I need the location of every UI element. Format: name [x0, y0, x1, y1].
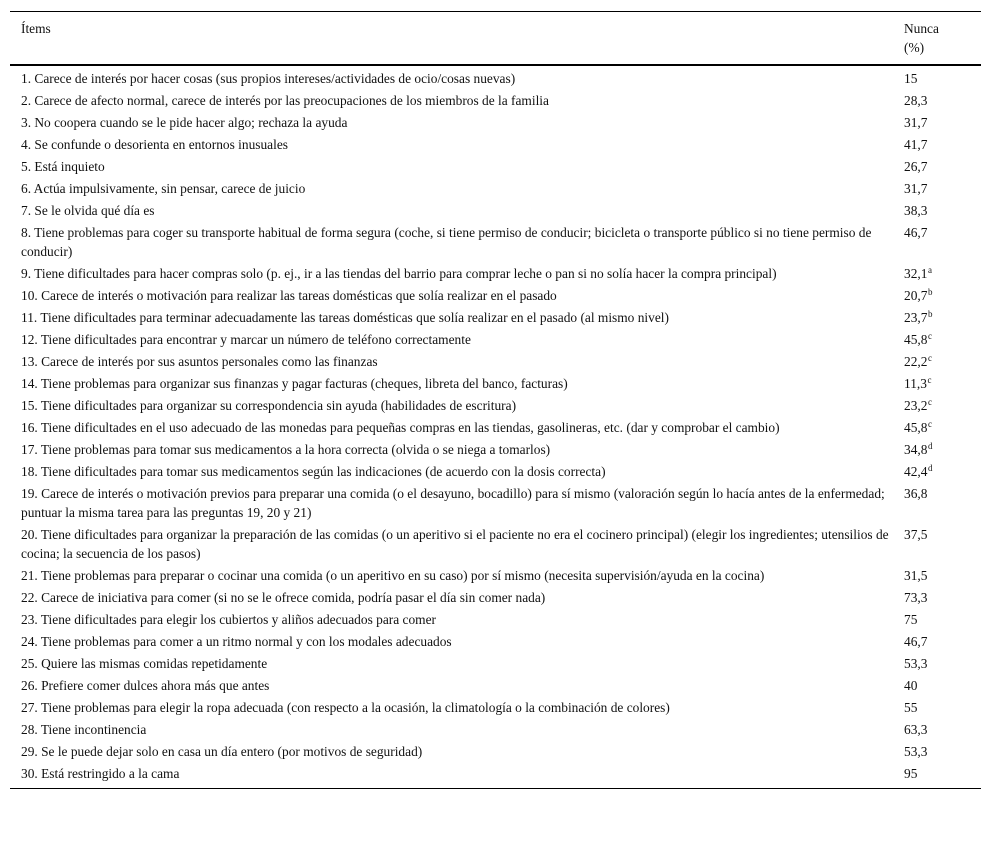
row-footnote-mark: c: [927, 396, 932, 407]
row-item-text: 17. Tiene problemas para tomar sus medicamentos a la hora correcta (olvida o se niega a tomarlos): [21, 442, 551, 457]
table-row: [10, 587, 981, 609]
row-value-cell: [902, 461, 981, 483]
row-footnote-mark: c: [927, 418, 932, 429]
row-value: 46,7: [904, 225, 928, 240]
row-value-cell: [902, 587, 981, 609]
data-table: [10, 11, 981, 789]
row-value-cell: [902, 675, 981, 697]
row-value-cell: [902, 222, 981, 263]
table-row: [10, 90, 981, 112]
table-row: [10, 373, 981, 395]
row-item-text: 29. Se le puede dejar solo en casa un día entero (por motivos de seguridad): [21, 744, 423, 759]
header-value-line1: Nunca: [904, 21, 939, 36]
row-item-text: 28. Tiene incontinencia: [21, 722, 147, 737]
table-row: [10, 719, 981, 741]
header-value-line2: (%): [904, 40, 925, 55]
row-value: 31,5: [904, 568, 928, 583]
row-value: 23,7: [904, 310, 928, 325]
row-value-cell: [902, 483, 981, 524]
row-value: 37,5: [904, 527, 928, 542]
row-value-cell: [902, 134, 981, 156]
row-value: 42,4: [904, 464, 928, 479]
row-value-cell: [902, 112, 981, 134]
table-row: [10, 285, 981, 307]
row-footnote-mark: c: [927, 352, 932, 363]
row-value-cell: [902, 565, 981, 587]
row-item-text: 3. No coopera cuando se le pide hacer algo; rechaza la ayuda: [21, 115, 348, 130]
row-item-text: 7. Se le olvida qué día es: [21, 203, 155, 218]
row-value-cell: [902, 653, 981, 675]
row-value-cell: [902, 417, 981, 439]
row-value-cell: [902, 156, 981, 178]
table-row: [10, 395, 981, 417]
table-row: [10, 134, 981, 156]
table-row: [10, 609, 981, 631]
row-value: 15: [904, 71, 918, 86]
row-item-text: 27. Tiene problemas para elegir la ropa adecuada (con respecto a la ocasión, la climatología o la combinación de colores): [21, 700, 670, 715]
row-value-cell: [902, 741, 981, 763]
row-footnote-mark: c: [927, 330, 932, 341]
row-value-cell: [902, 524, 981, 565]
row-value: 53,3: [904, 656, 928, 671]
row-item-text: 26. Prefiere comer dulces ahora más que antes: [21, 678, 270, 693]
row-value-cell: [902, 373, 981, 395]
table-row: [10, 697, 981, 719]
row-value-cell: [902, 439, 981, 461]
row-footnote-mark: b: [927, 286, 933, 297]
table-row: [10, 65, 981, 90]
header-value: [902, 12, 981, 66]
row-value: 11,3: [904, 376, 927, 391]
table-header: [10, 12, 981, 66]
table-row: [10, 222, 981, 263]
row-value: 45,8: [904, 420, 928, 435]
row-footnote-mark: b: [927, 308, 933, 319]
row-value: 20,7: [904, 288, 928, 303]
row-value-cell: [902, 285, 981, 307]
row-value: 26,7: [904, 159, 928, 174]
header-row: [10, 12, 981, 66]
row-item-text: 8. Tiene problemas para coger su transporte habitual de forma segura (coche, si tiene permiso de conducir; bicicleta o transporte público si no tiene permiso de conducir): [21, 225, 872, 259]
row-item-text: 22. Carece de iniciativa para comer (si no se le ofrece comida, podría pasar el día sin comer nada): [21, 590, 546, 605]
row-item-text: 20. Tiene dificultades para organizar la preparación de las comidas (o un aperitivo si el paciente no era el cocinero principal) (elegir los ingredientes; utensilios de cocina; la secuencia de los pasos): [21, 527, 889, 561]
row-item-text: 18. Tiene dificultades para tomar sus medicamentos según las indicaciones (de acuerdo con la dosis correcta): [21, 464, 606, 479]
row-value: 55: [904, 700, 918, 715]
row-item-text: 14. Tiene problemas para organizar sus finanzas y pagar facturas (cheques, libreta del banco, facturas): [21, 376, 568, 391]
row-value: 46,7: [904, 634, 928, 649]
row-value-cell: [902, 719, 981, 741]
row-value: 34,8: [904, 442, 928, 457]
row-item-text: 23. Tiene dificultades para elegir los cubiertos y aliños adecuados para comer: [21, 612, 436, 627]
row-value: 63,3: [904, 722, 928, 737]
row-value-cell: [902, 631, 981, 653]
row-item-text: 30. Está restringido a la cama: [10, 763, 902, 789]
table-row: [10, 329, 981, 351]
row-value: 45,8: [904, 332, 928, 347]
table-row: [10, 675, 981, 697]
table-row: [10, 741, 981, 763]
table-row: [10, 307, 981, 329]
row-value: 31,7: [904, 115, 928, 130]
header-items: Ítems: [10, 12, 902, 66]
table-row: [10, 524, 981, 565]
row-item-text: 25. Quiere las mismas comidas repetidamente: [21, 656, 268, 671]
row-item-text: 9. Tiene dificultades para hacer compras solo (p. ej., ir a las tiendas del barrio para comprar leche o pan si no solía hacer la compra principal): [21, 266, 777, 281]
table-row: [10, 112, 981, 134]
row-item-text: 2. Carece de afecto normal, carece de interés por las preocupaciones de los miembros de la familia: [21, 93, 549, 108]
row-value: 31,7: [904, 181, 928, 196]
row-value: 32,1: [904, 266, 928, 281]
row-value: 73,3: [904, 590, 928, 605]
row-item-text: 12. Tiene dificultades para encontrar y marcar un número de teléfono correctamente: [21, 332, 471, 347]
row-value-cell: [902, 178, 981, 200]
row-item-text: 15. Tiene dificultades para organizar su correspondencia sin ayuda (habilidades de escritura): [21, 398, 517, 413]
row-value: 95: [904, 766, 918, 781]
row-value-cell: [902, 90, 981, 112]
row-value: 36,8: [904, 486, 928, 501]
table-row: [10, 156, 981, 178]
row-item-text: 13. Carece de interés por sus asuntos personales como las finanzas: [21, 354, 378, 369]
row-item-text: 1. Carece de interés por hacer cosas (sus propios intereses/actividades de ocio/cosas nuevas): [21, 71, 516, 86]
table-row: [10, 763, 981, 789]
row-item-text: 6. Actúa impulsivamente, sin pensar, carece de juicio: [21, 181, 306, 196]
table-row: [10, 631, 981, 653]
row-item-text: 16. Tiene dificultades en el uso adecuado de las monedas para pequeñas compras en las tiendas, gasolineras, etc. (dar y comprobar el cambio): [21, 420, 780, 435]
table-row: [10, 417, 981, 439]
row-value-cell: [902, 200, 981, 222]
row-value: 41,7: [904, 137, 928, 152]
row-value-cell: [902, 395, 981, 417]
row-value: 75: [904, 612, 918, 627]
row-value: 38,3: [904, 203, 928, 218]
row-value-cell: [902, 329, 981, 351]
row-value: 40: [904, 678, 918, 693]
row-value-cell: [902, 351, 981, 373]
row-footnote-mark: a: [927, 264, 932, 275]
table-row: [10, 483, 981, 524]
table-row: [10, 565, 981, 587]
table-row: [10, 439, 981, 461]
row-value-cell: [902, 263, 981, 285]
row-value-cell: [902, 307, 981, 329]
table-row: [10, 653, 981, 675]
row-footnote-mark: d: [927, 462, 933, 473]
row-item-text: 21. Tiene problemas para preparar o cocinar una comida (o un aperitivo en su caso) por sí mismo (necesita supervisión/ayuda en la cocina): [21, 568, 765, 583]
row-value-cell: [902, 697, 981, 719]
row-item-text: 5. Está inquieto: [21, 159, 105, 174]
row-item-text: 4. Se confunde o desorienta en entornos inusuales: [21, 137, 289, 152]
table-body: [10, 65, 981, 789]
row-value: 22,2: [904, 354, 928, 369]
row-value: 23,2: [904, 398, 928, 413]
row-footnote-mark: c: [927, 374, 932, 385]
row-value-cell: [902, 609, 981, 631]
table-row: [10, 351, 981, 373]
row-value: 53,3: [904, 744, 928, 759]
row-value-cell: [902, 65, 981, 90]
table-row: [10, 461, 981, 483]
table-row: [10, 178, 981, 200]
row-item-text: 19. Carece de interés o motivación previos para preparar una comida (o el desayuno, bocadillo) para sí mismo (valoración según lo hacía antes de la enfermedad; puntuar la misma tarea para las preguntas 19, 20 y 21): [21, 486, 885, 520]
row-footnote-mark: d: [927, 440, 933, 451]
row-item-text: 11. Tiene dificultades para terminar adecuadamente las tareas domésticas que solía realizar en el pasado (al mismo nivel): [21, 310, 669, 325]
row-value-cell: [902, 763, 981, 789]
table-row: [10, 263, 981, 285]
row-item-text: 10. Carece de interés o motivación para realizar las tareas domésticas que solía realizar en el pasado: [21, 288, 557, 303]
items-table: [10, 11, 981, 789]
row-value: 28,3: [904, 93, 928, 108]
table-row: [10, 200, 981, 222]
row-item-text: 24. Tiene problemas para comer a un ritmo normal y con los modales adecuados: [21, 634, 452, 649]
